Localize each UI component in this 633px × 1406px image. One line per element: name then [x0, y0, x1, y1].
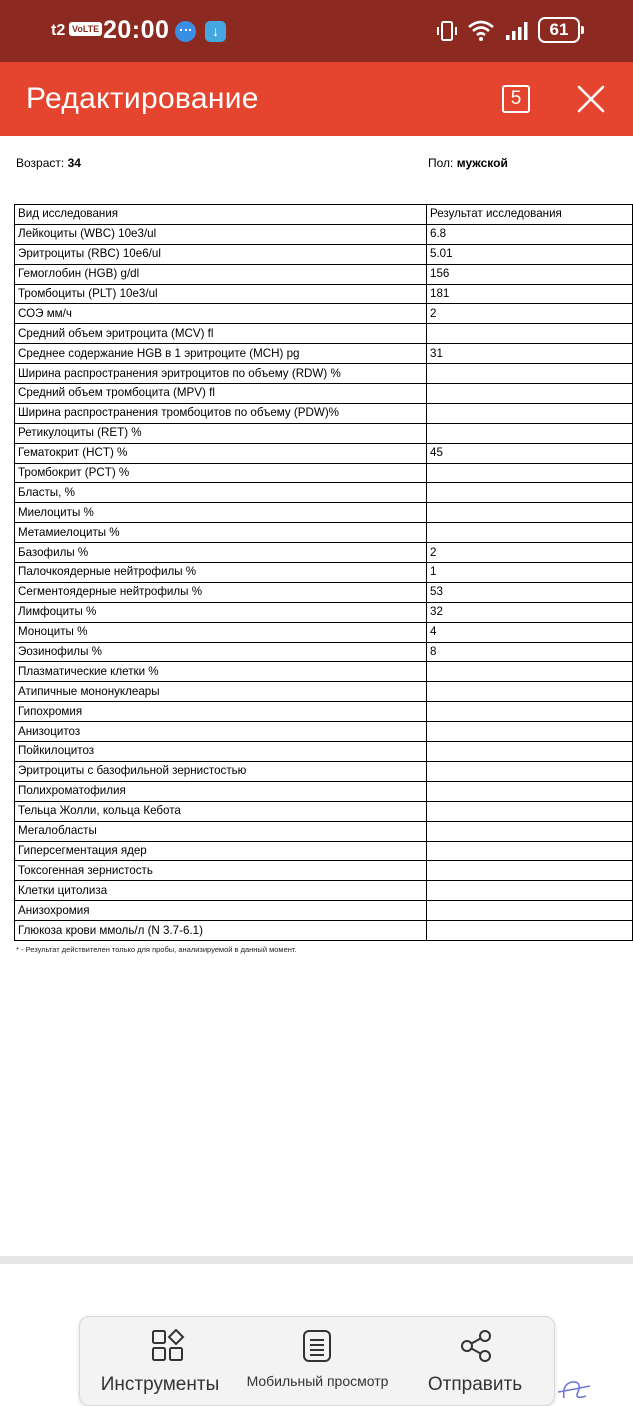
test-name-cell: Сегментоядерные нейтрофилы % — [15, 582, 427, 602]
test-name-cell: Палочкоядерные нейтрофилы % — [15, 563, 427, 583]
download-notification-icon: ↓ — [205, 21, 226, 42]
test-name-cell: Ретикулоциты (RET) % — [15, 423, 427, 443]
test-name-cell: Среднее содержание HGB в 1 эритроците (MCH) pg — [15, 344, 427, 364]
table-row — [15, 761, 633, 781]
mobile-view-label: Мобильный просмотр — [246, 1373, 389, 1389]
table-row — [15, 602, 633, 622]
table-row — [15, 364, 633, 384]
test-result-cell — [427, 403, 633, 423]
test-result-cell: 2 — [427, 304, 633, 324]
header-test-result: Результат исследования — [427, 205, 633, 225]
test-result-cell — [427, 523, 633, 543]
test-result-cell: 2 — [427, 543, 633, 563]
test-name-cell: Эритроциты с базофильной зернистостью — [15, 761, 427, 781]
table-row — [15, 582, 633, 602]
test-result-cell — [427, 503, 633, 523]
test-result-cell — [427, 801, 633, 821]
table-row — [15, 642, 633, 662]
test-result-cell — [427, 921, 633, 941]
table-row — [15, 881, 633, 901]
test-result-cell: 45 — [427, 443, 633, 463]
table-row — [15, 344, 633, 364]
test-name-cell: Миелоциты % — [15, 503, 427, 523]
carrier-label: t2 — [51, 22, 66, 39]
table-row — [15, 284, 633, 304]
test-name-cell: Средний объем тромбоцита (MPV) fl — [15, 384, 427, 404]
header-test-name: Вид исследования — [15, 205, 427, 225]
results-table — [14, 204, 633, 941]
table-row — [15, 781, 633, 801]
table-row — [15, 244, 633, 264]
test-result-cell — [427, 682, 633, 702]
bottom-toolbar — [79, 1316, 555, 1406]
test-name-cell: Анизохромия — [15, 901, 427, 921]
share-icon — [459, 1329, 493, 1363]
table-row — [15, 841, 633, 861]
test-name-cell: Эозинофилы % — [15, 642, 427, 662]
test-name-cell: Плазматические клетки % — [15, 662, 427, 682]
test-result-cell: 156 — [427, 264, 633, 284]
test-result-cell: 8 — [427, 642, 633, 662]
test-name-cell: Пойкилоцитоз — [15, 742, 427, 762]
test-result-cell: 53 — [427, 582, 633, 602]
test-result-cell — [427, 821, 633, 841]
table-row — [15, 423, 633, 443]
test-result-cell — [427, 662, 633, 682]
send-button[interactable] — [405, 1317, 545, 1401]
table-row — [15, 264, 633, 284]
table-row — [15, 563, 633, 583]
tools-button[interactable] — [90, 1317, 230, 1401]
battery-icon: 61 — [538, 17, 580, 43]
test-name-cell: Эритроциты (RBC) 10e6/ul — [15, 244, 427, 264]
test-name-cell: Базофилы % — [15, 543, 427, 563]
test-result-cell: 1 — [427, 563, 633, 583]
test-name-cell: Тельца Жолли, кольца Кебота — [15, 801, 427, 821]
document-page — [0, 136, 633, 1256]
test-result-cell — [427, 901, 633, 921]
test-result-cell: 181 — [427, 284, 633, 304]
table-row — [15, 901, 633, 921]
table-row — [15, 483, 633, 503]
vibrate-icon — [435, 19, 459, 43]
app-bar — [0, 62, 633, 136]
test-result-cell — [427, 423, 633, 443]
send-label: Отправить — [427, 1374, 523, 1395]
page-title: Редактирование — [26, 82, 259, 115]
table-row — [15, 861, 633, 881]
page-divider — [0, 1256, 633, 1264]
test-result-cell — [427, 483, 633, 503]
table-row — [15, 324, 633, 344]
test-result-cell — [427, 841, 633, 861]
test-result-cell — [427, 324, 633, 344]
footnote: * - Результат действителен только для пробы, анализируемой в данный момент. — [16, 945, 297, 954]
volte-badge: VoLTE — [69, 22, 102, 36]
test-name-cell: СОЭ мм/ч — [15, 304, 427, 324]
grid-tools-icon — [151, 1329, 185, 1363]
test-name-cell: Бласты, % — [15, 483, 427, 503]
test-result-cell — [427, 881, 633, 901]
chat-notification-icon — [175, 21, 196, 42]
test-name-cell: Атипичные мононуклеары — [15, 682, 427, 702]
table-row — [15, 224, 633, 244]
test-result-cell: 31 — [427, 344, 633, 364]
test-name-cell: Ширина распространения эритроцитов по объему (RDW) % — [15, 364, 427, 384]
test-name-cell: Гемоглобин (HGB) g/dl — [15, 264, 427, 284]
test-name-cell: Анизоцитоз — [15, 722, 427, 742]
table-header-row — [15, 205, 633, 225]
close-icon[interactable] — [574, 82, 608, 116]
test-name-cell: Ширина распространения тромбоцитов по объему (PDW)% — [15, 403, 427, 423]
test-name-cell: Лейкоциты (WBC) 10e3/ul — [15, 224, 427, 244]
table-row — [15, 702, 633, 722]
mobile-view-icon — [300, 1329, 334, 1363]
status-bar — [0, 0, 633, 62]
test-name-cell: Гипохромия — [15, 702, 427, 722]
tools-label: Инструменты — [100, 1374, 220, 1395]
patient-sex: Пол: мужской — [428, 156, 508, 170]
test-name-cell: Тромбокрит (PCT) % — [15, 463, 427, 483]
test-result-cell — [427, 463, 633, 483]
table-row — [15, 801, 633, 821]
table-row — [15, 304, 633, 324]
table-row — [15, 662, 633, 682]
patient-age: Возраст: 34 — [16, 156, 81, 170]
signal-icon — [505, 18, 531, 42]
test-name-cell: Гиперсегментация ядер — [15, 841, 427, 861]
table-row — [15, 921, 633, 941]
mobile-view-button[interactable] — [240, 1317, 395, 1401]
test-name-cell: Тромбоциты (PLT) 10e3/ul — [15, 284, 427, 304]
status-time: 20:00 — [103, 16, 170, 44]
test-result-cell — [427, 742, 633, 762]
table-row — [15, 622, 633, 642]
test-name-cell: Мегалобласты — [15, 821, 427, 841]
test-result-cell — [427, 384, 633, 404]
test-name-cell: Глюкоза крови ммоль/л (N 3.7-6.1) — [15, 921, 427, 941]
table-row — [15, 722, 633, 742]
table-row — [15, 543, 633, 563]
table-row — [15, 463, 633, 483]
test-name-cell: Лимфоциты % — [15, 602, 427, 622]
test-result-cell — [427, 702, 633, 722]
table-row — [15, 821, 633, 841]
table-row — [15, 682, 633, 702]
test-result-cell — [427, 781, 633, 801]
test-result-cell: 6.8 — [427, 224, 633, 244]
test-result-cell: 5.01 — [427, 244, 633, 264]
test-name-cell: Моноциты % — [15, 622, 427, 642]
table-row — [15, 403, 633, 423]
test-result-cell — [427, 861, 633, 881]
table-row — [15, 384, 633, 404]
table-row — [15, 523, 633, 543]
test-name-cell: Токсогенная зернистость — [15, 861, 427, 881]
signature-mark — [552, 1362, 592, 1400]
test-result-cell — [427, 364, 633, 384]
table-row — [15, 503, 633, 523]
test-result-cell — [427, 722, 633, 742]
test-result-cell — [427, 761, 633, 781]
test-name-cell: Клетки цитолиза — [15, 881, 427, 901]
table-row — [15, 443, 633, 463]
test-name-cell: Средний объем эритроцита (MCV) fl — [15, 324, 427, 344]
wifi-icon — [467, 18, 495, 42]
test-result-cell: 32 — [427, 602, 633, 622]
test-name-cell: Гематокрит (HCT) % — [15, 443, 427, 463]
test-name-cell: Полихроматофилия — [15, 781, 427, 801]
page-count-button[interactable]: 5 — [502, 85, 530, 113]
table-row — [15, 742, 633, 762]
test-name-cell: Метамиелоциты % — [15, 523, 427, 543]
test-result-cell: 4 — [427, 622, 633, 642]
